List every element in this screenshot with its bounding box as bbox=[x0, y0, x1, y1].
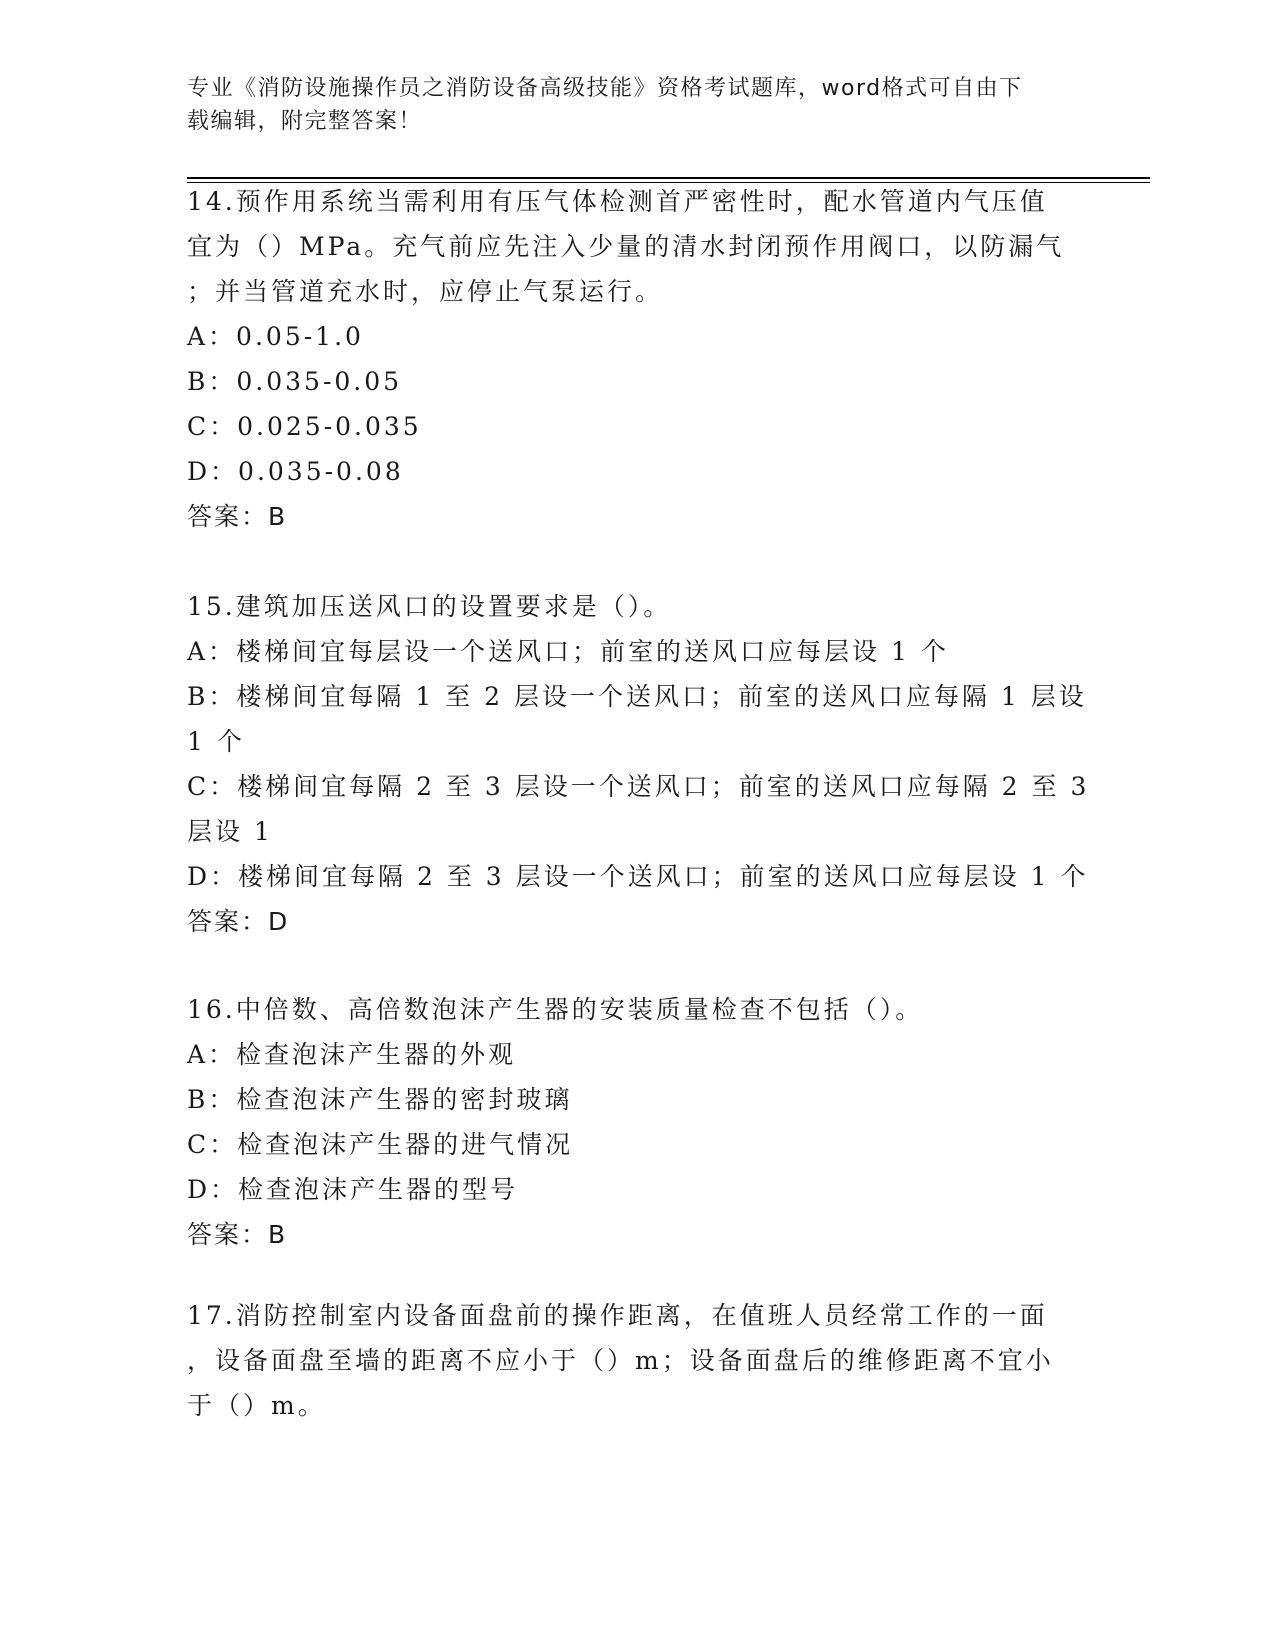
option-b-continued: 1 个 bbox=[187, 727, 245, 756]
option-d: D：0.035-0.08 bbox=[187, 457, 404, 486]
header-line-1: 专业《消防设施操作员之消防设备高级技能》资格考试题库，word格式可自由下 bbox=[187, 76, 1023, 101]
option-b: B：检查泡沫产生器的密封玻璃 bbox=[187, 1085, 573, 1114]
question-16 bbox=[187, 987, 1067, 1257]
question-stem-line: 17.消防控制室内设备面盘前的操作距离，在值班人员经常工作的一面 bbox=[187, 1301, 1048, 1330]
answer: 答案：B bbox=[187, 502, 288, 531]
question-17 bbox=[187, 1293, 1067, 1428]
option-c: C：检查泡沫产生器的进气情况 bbox=[187, 1130, 574, 1159]
option-c: C：楼梯间宜每隔 2 至 3 层设一个送风口；前室的送风口应每隔 2 至 3 bbox=[187, 772, 1090, 801]
option-b: B：楼梯间宜每隔 1 至 2 层设一个送风口；前室的送风口应每隔 1 层设 bbox=[187, 682, 1087, 711]
answer: 答案：D bbox=[187, 907, 290, 936]
document-header bbox=[187, 72, 1067, 138]
question-stem-line: 于（）m。 bbox=[187, 1391, 326, 1420]
question-stem-line: 14.预作用系统当需利用有压气体检测首严密性时，配水管道内气压值 bbox=[187, 187, 1048, 216]
option-c-continued: 层设 1 bbox=[187, 817, 273, 846]
header-line-2: 载编辑，附完整答案！ bbox=[187, 109, 423, 134]
option-c: C：0.025-0.035 bbox=[187, 412, 422, 441]
question-stem-line: 15.建筑加压送风口的设置要求是（）。 bbox=[187, 592, 672, 621]
option-a: A：检查泡沫产生器的外观 bbox=[187, 1040, 517, 1069]
question-stem-line: ；并当管道充水时，应停止气泵运行。 bbox=[187, 277, 664, 306]
option-d: D：楼梯间宜每隔 2 至 3 层设一个送风口；前室的送风口应每层设 1 个 bbox=[187, 862, 1089, 891]
option-a: A：0.05-1.0 bbox=[187, 322, 364, 351]
option-d: D：检查泡沫产生器的型号 bbox=[187, 1175, 519, 1204]
option-b: B：0.035-0.05 bbox=[187, 367, 403, 396]
question-14 bbox=[187, 179, 1067, 539]
question-15 bbox=[187, 584, 1090, 944]
answer: 答案：B bbox=[187, 1220, 288, 1249]
question-stem-line: 宜为（）MPa。充气前应先注入少量的清水封闭预作用阀口，以防漏气 bbox=[187, 232, 1065, 261]
question-stem-line: ，设备面盘至墙的距离不应小于（）m；设备面盘后的维修距离不宜小 bbox=[187, 1346, 1054, 1375]
option-a: A：楼梯间宜每层设一个送风口；前室的送风口应每层设 1 个 bbox=[187, 637, 949, 666]
question-stem-line: 16.中倍数、高倍数泡沫产生器的安装质量检查不包括（）。 bbox=[187, 995, 924, 1024]
